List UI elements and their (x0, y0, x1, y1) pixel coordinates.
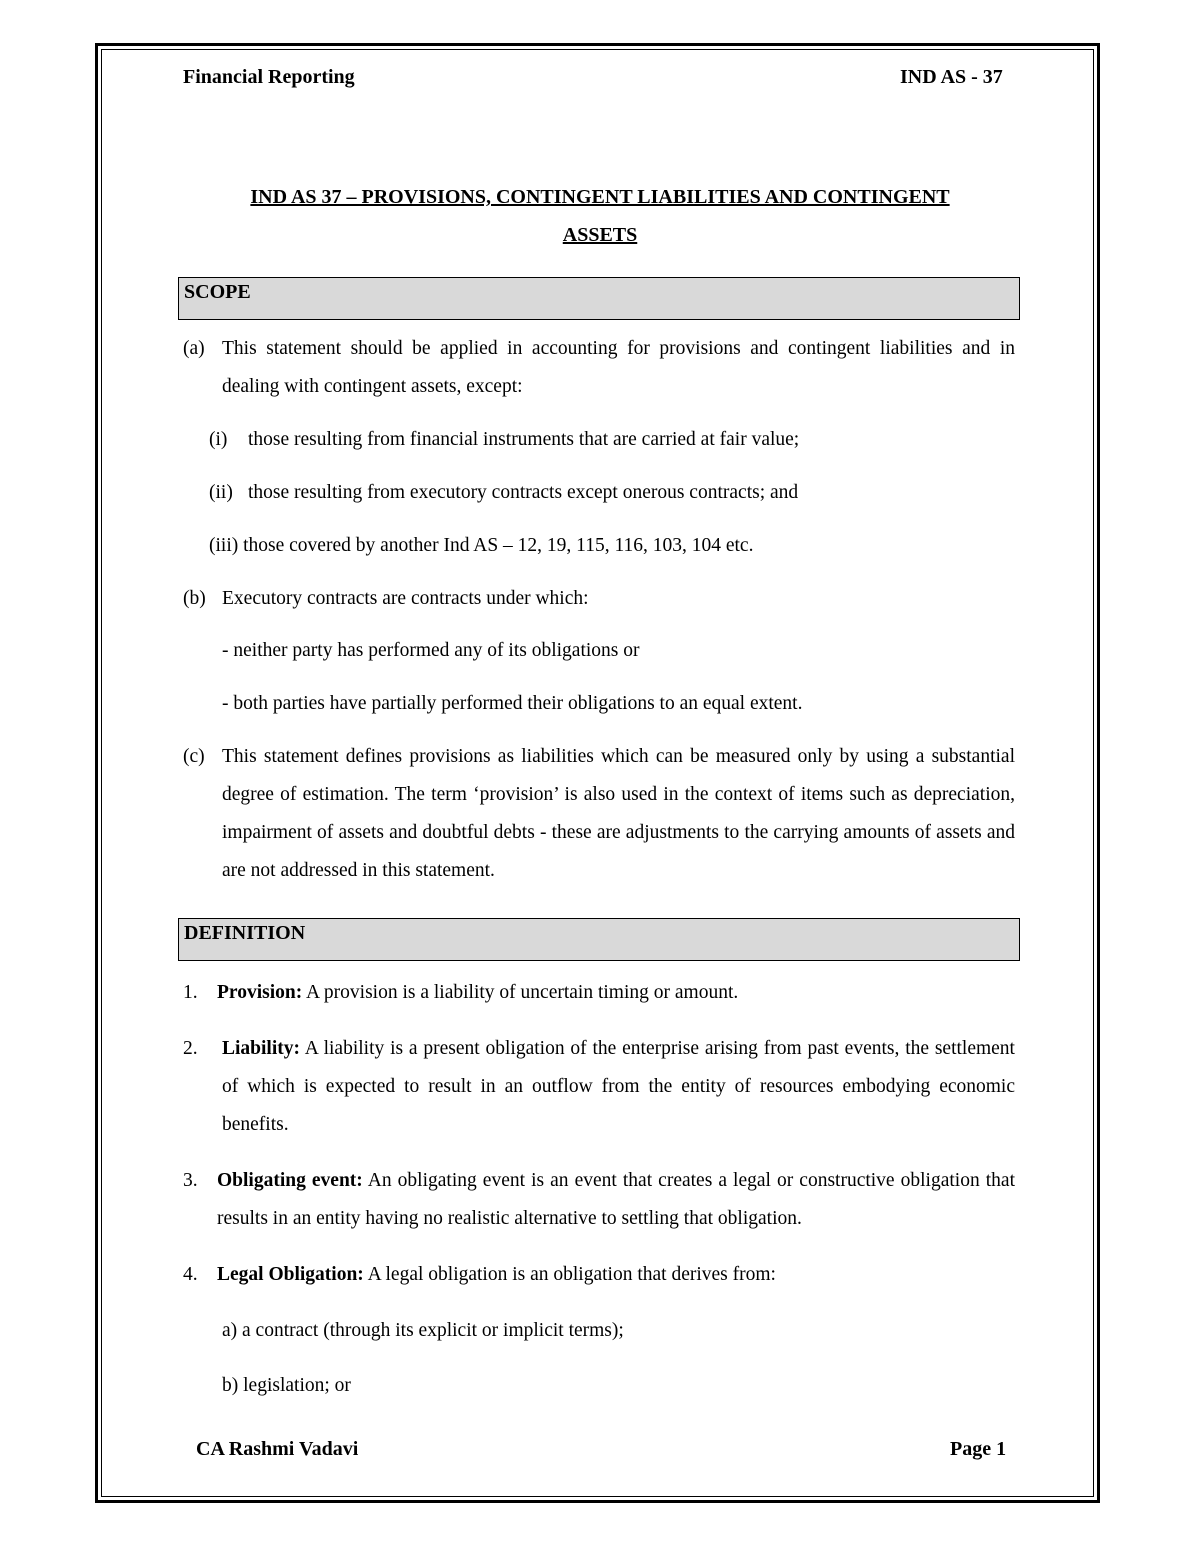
definition-4-item-a: a) a contract (through its explicit or implicit terms); (222, 1320, 624, 1341)
definition-1-text: A provision is a liability of uncertain timing or amount. (306, 982, 739, 1003)
definition-4-term: Legal Obligation: (217, 1264, 364, 1285)
definition-1-number: 1. (183, 982, 198, 1003)
footer-author: CA Rashmi Vadavi (196, 1438, 359, 1460)
scope-b-label: (b) (183, 588, 206, 609)
header-right: IND AS - 37 (900, 66, 1003, 88)
section-heading-definition: DEFINITION (178, 918, 1020, 961)
scope-i-label: (i) (209, 429, 228, 450)
scope-ii-text: those resulting from executory contracts except onerous contracts; and (248, 482, 799, 503)
definition-3-term: Obligating event: (217, 1170, 363, 1191)
definition-4-item-b: b) legislation; or (222, 1375, 351, 1396)
header-left: Financial Reporting (183, 66, 355, 88)
definition-2-number: 2. (183, 1038, 198, 1059)
definition-3-text: An obligating event is an event that creates a legal or constructive obligation that results in an entity having no realistic alternative to settling that obligation. (217, 1170, 1016, 1229)
scope-a-label: (a) (183, 338, 205, 359)
scope-a-text: This statement should be applied in accounting for provisions and contingent liabilities and in dealing with contingent assets, except: (222, 338, 1015, 397)
page-title-line2: ASSETS (562, 224, 638, 246)
definition-3 (217, 1162, 1015, 1238)
scope-c-text: This statement defines provisions as liabilities which can be measured only by using a substantial degree of estimation. The term ‘provision’ is also used in the context of items such as depreciation, impairment of assets and doubtful debts - these are adjustments to the carrying amounts of assets and are not addressed in this statement. (222, 746, 1015, 881)
definition-1 (217, 974, 738, 1012)
definition-4-number: 4. (183, 1264, 198, 1285)
definition-2-term: Liability: (222, 1038, 301, 1059)
definition-1-term: Provision: (217, 982, 303, 1003)
scope-iii-text: (iii) those covered by another Ind AS – 12, 19, 115, 116, 103, 104 etc. (209, 535, 754, 556)
definition-4-text: A legal obligation is an obligation that derives from: (367, 1264, 776, 1285)
definition-4 (217, 1256, 776, 1294)
scope-b-dash2: - both parties have partially performed their obligations to an equal extent. (222, 693, 803, 714)
scope-c-label: (c) (183, 746, 205, 767)
definition-2 (222, 1030, 1015, 1144)
footer-page-number: Page 1 (950, 1438, 1007, 1460)
page-title-line1: IND AS 37 – PROVISIONS, CONTINGENT LIABILITIES AND CONTINGENT (250, 186, 950, 208)
scope-i-text: those resulting from financial instruments that are carried at fair value; (248, 429, 800, 450)
definition-2-text: A liability is a present obligation of the enterprise arising from past events, the settlement of which is expected to result in an outflow from the entity of resources embodying economic benefits. (222, 1038, 1015, 1135)
scope-b-text: Executory contracts are contracts under which: (222, 588, 589, 609)
definition-3-number: 3. (183, 1170, 198, 1191)
scope-ii-label: (ii) (209, 482, 233, 503)
section-heading-scope: SCOPE (178, 277, 1020, 320)
scope-b-dash1: - neither party has performed any of its obligations or (222, 640, 640, 661)
